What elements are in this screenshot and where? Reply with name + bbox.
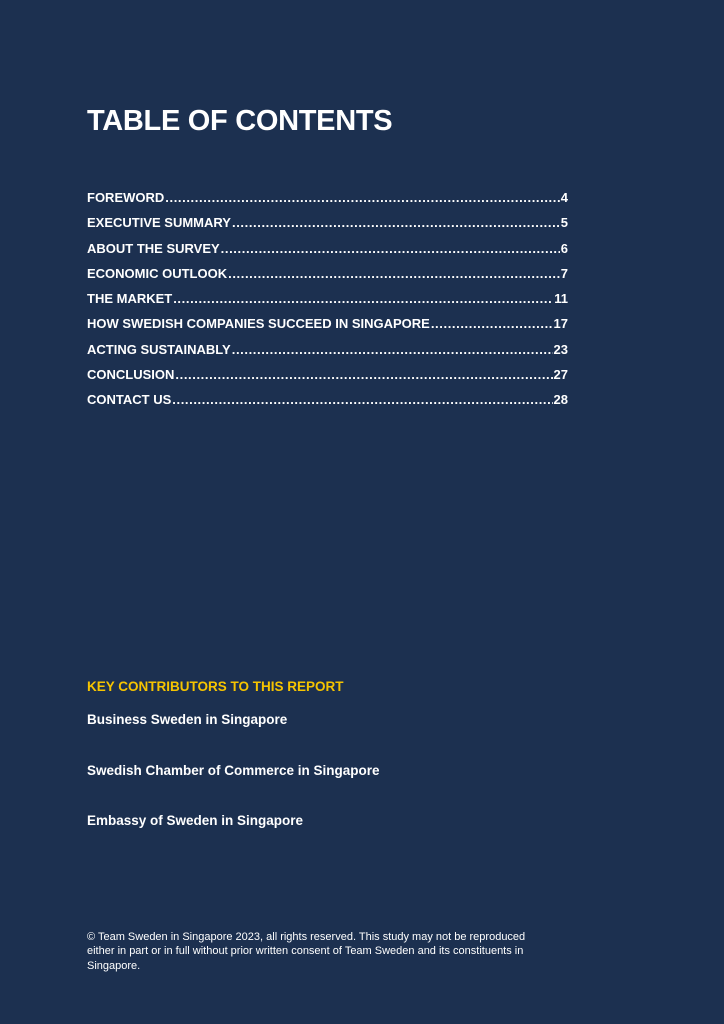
toc-entry-page: 4	[560, 190, 568, 205]
toc-entry-page: 28	[553, 392, 568, 408]
toc-dot-leader	[165, 185, 559, 210]
toc-entry-economic-outlook[interactable]	[87, 261, 568, 286]
toc-entry-executive-summary[interactable]	[87, 210, 568, 235]
contributors-heading: KEY CONTRIBUTORS TO THIS REPORT	[87, 679, 344, 694]
toc-entry-page: 27	[553, 367, 568, 383]
copyright-notice: © Team Sweden in Singapore 2023, all rights reserved. This study may not be reproduced either in part or in full without prior written consent of Team Sweden and its constituents in Singapore.	[87, 931, 526, 972]
contributor-item: Embassy of Sweden in Singapore	[87, 813, 304, 828]
toc-entry-label: CONCLUSION	[87, 367, 175, 383]
toc-entry-label: HOW SWEDISH COMPANIES SUCCEED IN SINGAPORE	[87, 316, 430, 332]
toc-entry-how-swedish-companies-succeed[interactable]	[87, 311, 568, 336]
toc-entry-label: ABOUT THE SURVEY	[87, 240, 220, 256]
toc-entry-label: ECONOMIC OUTLOOK	[87, 265, 228, 281]
toc-entry-label: THE MARKET	[87, 291, 173, 307]
toc-dot-leader	[228, 261, 560, 286]
toc-entry-page: 23	[553, 341, 568, 357]
toc-entry-foreword[interactable]	[87, 185, 568, 210]
toc-dot-leader	[221, 236, 560, 261]
contributor-item: Business Sweden in Singapore	[87, 712, 288, 727]
toc-entry-page: 5	[560, 215, 568, 231]
toc-entry-label: ACTING SUSTAINABLY	[87, 341, 231, 357]
toc-entry-conclusion[interactable]	[87, 362, 568, 387]
toc-dot-leader	[173, 286, 553, 311]
table-of-contents	[87, 185, 568, 413]
toc-entry-about-the-survey[interactable]	[87, 236, 568, 261]
toc-entry-acting-sustainably[interactable]	[87, 337, 568, 362]
toc-dot-leader	[232, 210, 560, 235]
toc-entry-page: 6	[560, 240, 568, 256]
toc-title: TABLE OF CONTENTS	[87, 105, 393, 137]
toc-entry-the-market[interactable]	[87, 286, 568, 311]
toc-dot-leader	[172, 387, 552, 412]
contributor-item: Swedish Chamber of Commerce in Singapore	[87, 763, 380, 778]
toc-entry-page: 7	[560, 265, 568, 281]
toc-entry-contact-us[interactable]	[87, 387, 568, 412]
toc-dot-leader	[431, 311, 553, 336]
toc-entry-label: EXECUTIVE SUMMARY	[87, 215, 231, 231]
toc-dot-leader	[175, 362, 552, 387]
toc-entry-label: FOREWORD	[87, 190, 165, 205]
toc-entry-page: 17	[553, 316, 568, 332]
toc-entry-page: 11	[554, 291, 568, 307]
toc-entry-label: CONTACT US	[87, 392, 172, 408]
toc-dot-leader	[232, 337, 553, 362]
